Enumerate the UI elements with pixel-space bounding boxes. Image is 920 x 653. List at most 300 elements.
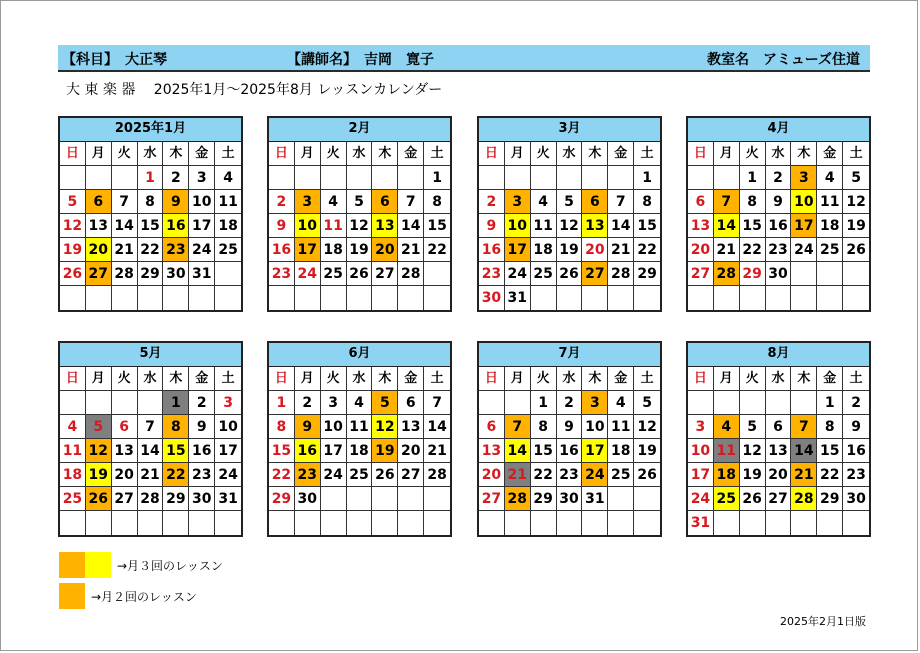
day-cell: 15 — [634, 214, 660, 238]
empty-cell — [791, 262, 817, 286]
day-cell: 18 — [608, 439, 634, 463]
day-cell: 12 — [740, 439, 766, 463]
day-cell: 14 — [608, 214, 634, 238]
day-cell: 4 — [347, 391, 373, 415]
day-cell: 27 — [398, 463, 424, 487]
day-cell: 5 — [372, 391, 398, 415]
weekday-label: 火 — [740, 142, 766, 166]
day-cell: 28 — [424, 463, 450, 487]
day-cell: 15 — [424, 214, 450, 238]
weekday-label: 土 — [843, 367, 869, 391]
day-cell: 30 — [766, 262, 792, 286]
day-cell: 22 — [817, 463, 843, 487]
day-cell: 4 — [60, 415, 86, 439]
day-cell: 21 — [714, 238, 740, 262]
empty-cell — [347, 511, 373, 535]
weekday-label: 水 — [347, 367, 373, 391]
week-row — [688, 415, 869, 439]
month-calendar — [58, 341, 243, 537]
day-cell: 20 — [398, 439, 424, 463]
day-cell: 8 — [138, 190, 164, 214]
day-cell: 24 — [189, 238, 215, 262]
week-row — [688, 391, 869, 415]
day-cell: 8 — [740, 190, 766, 214]
empty-cell — [740, 511, 766, 535]
day-cell: 10 — [791, 190, 817, 214]
empty-cell — [112, 511, 138, 535]
day-cell: 17 — [505, 238, 531, 262]
empty-cell — [138, 286, 164, 310]
empty-cell — [479, 391, 505, 415]
empty-cell — [60, 286, 86, 310]
day-cell: 15 — [817, 439, 843, 463]
day-cell: 2 — [766, 166, 792, 190]
day-cell: 22 — [740, 238, 766, 262]
day-cell: 11 — [215, 190, 241, 214]
weekday-label: 木 — [791, 367, 817, 391]
empty-cell — [112, 166, 138, 190]
day-cell: 23 — [163, 238, 189, 262]
month-calendar — [477, 116, 662, 312]
month-title: 7月 — [479, 343, 660, 367]
week-row — [688, 262, 869, 286]
weekday-label: 月 — [505, 367, 531, 391]
day-cell: 6 — [112, 415, 138, 439]
calendar-subtitle: 大 東 楽 器 2025年1月～2025年8月 レッスンカレンダー — [66, 82, 443, 98]
day-cell: 14 — [398, 214, 424, 238]
day-cell: 27 — [86, 262, 112, 286]
day-cell: 1 — [817, 391, 843, 415]
day-cell: 6 — [86, 190, 112, 214]
day-cell: 16 — [766, 214, 792, 238]
day-cell: 3 — [215, 391, 241, 415]
weekday-label: 土 — [843, 142, 869, 166]
day-cell: 8 — [424, 190, 450, 214]
weekday-label: 火 — [321, 367, 347, 391]
day-cell: 6 — [398, 391, 424, 415]
day-cell: 6 — [582, 190, 608, 214]
empty-cell — [843, 262, 869, 286]
day-cell: 22 — [531, 463, 557, 487]
week-row — [688, 511, 869, 535]
day-cell: 12 — [347, 214, 373, 238]
day-cell: 17 — [295, 238, 321, 262]
day-cell: 2 — [295, 391, 321, 415]
month-title: 8月 — [688, 343, 869, 367]
empty-cell — [531, 511, 557, 535]
weekday-label: 土 — [634, 367, 660, 391]
weekday-label: 日 — [688, 367, 714, 391]
day-cell: 2 — [557, 391, 583, 415]
week-row — [60, 214, 241, 238]
empty-cell — [817, 262, 843, 286]
weekday-row — [688, 142, 869, 166]
weekday-label: 火 — [740, 367, 766, 391]
teacher-label: 【講師名】 吉岡 寛子 — [287, 52, 434, 68]
day-cell: 28 — [138, 487, 164, 511]
day-cell: 29 — [163, 487, 189, 511]
month-calendar — [477, 341, 662, 537]
legend-three-lessons-text: →月３回のレッスン — [117, 558, 223, 573]
day-cell: 3 — [295, 190, 321, 214]
legend-two-lessons-text: →月２回のレッスン — [91, 589, 197, 604]
day-cell: 9 — [269, 214, 295, 238]
legend-swatch-orange — [59, 583, 85, 609]
day-cell: 21 — [505, 463, 531, 487]
empty-cell — [843, 511, 869, 535]
empty-cell — [608, 286, 634, 310]
empty-cell — [86, 511, 112, 535]
empty-cell — [215, 262, 241, 286]
empty-cell — [372, 511, 398, 535]
day-cell: 21 — [138, 463, 164, 487]
day-cell: 27 — [372, 262, 398, 286]
day-cell: 9 — [295, 415, 321, 439]
week-row — [479, 439, 660, 463]
day-cell: 20 — [86, 238, 112, 262]
day-cell: 8 — [634, 190, 660, 214]
day-cell: 31 — [582, 487, 608, 511]
day-cell: 28 — [608, 262, 634, 286]
day-cell: 5 — [740, 415, 766, 439]
day-cell: 3 — [582, 391, 608, 415]
day-cell: 19 — [557, 238, 583, 262]
day-cell: 14 — [112, 214, 138, 238]
empty-cell — [531, 166, 557, 190]
month-title: 2025年1月 — [60, 118, 241, 142]
day-cell: 7 — [714, 190, 740, 214]
weekday-label: 金 — [189, 367, 215, 391]
week-row — [479, 166, 660, 190]
day-cell: 29 — [531, 487, 557, 511]
day-cell: 3 — [321, 391, 347, 415]
weekday-label: 木 — [372, 142, 398, 166]
day-cell: 19 — [740, 463, 766, 487]
empty-cell — [398, 511, 424, 535]
week-row — [688, 238, 869, 262]
day-cell: 17 — [321, 439, 347, 463]
weekday-label: 水 — [766, 367, 792, 391]
empty-cell — [843, 286, 869, 310]
day-cell: 11 — [608, 415, 634, 439]
weekday-label: 金 — [398, 367, 424, 391]
weekday-label: 日 — [60, 142, 86, 166]
day-cell: 10 — [189, 190, 215, 214]
weekday-label: 月 — [295, 367, 321, 391]
day-cell: 25 — [347, 463, 373, 487]
empty-cell — [766, 511, 792, 535]
empty-cell — [321, 511, 347, 535]
day-cell: 2 — [189, 391, 215, 415]
empty-cell — [688, 166, 714, 190]
day-cell: 22 — [269, 463, 295, 487]
day-cell: 24 — [321, 463, 347, 487]
weekday-row — [269, 367, 450, 391]
day-cell: 28 — [505, 487, 531, 511]
day-cell: 9 — [766, 190, 792, 214]
day-cell: 15 — [163, 439, 189, 463]
day-cell: 10 — [215, 415, 241, 439]
day-cell: 13 — [582, 214, 608, 238]
weekday-label: 日 — [688, 142, 714, 166]
day-cell: 2 — [843, 391, 869, 415]
empty-cell — [295, 286, 321, 310]
empty-cell — [714, 286, 740, 310]
weekday-label: 木 — [582, 367, 608, 391]
empty-cell — [791, 286, 817, 310]
weekday-row — [60, 367, 241, 391]
week-row — [60, 487, 241, 511]
weekday-label: 水 — [557, 142, 583, 166]
day-cell: 17 — [215, 439, 241, 463]
day-cell: 15 — [138, 214, 164, 238]
day-cell: 13 — [688, 214, 714, 238]
empty-cell — [791, 511, 817, 535]
day-cell: 16 — [269, 238, 295, 262]
day-cell: 9 — [843, 415, 869, 439]
week-row — [479, 214, 660, 238]
day-cell: 17 — [582, 439, 608, 463]
empty-cell — [398, 166, 424, 190]
empty-cell — [634, 286, 660, 310]
day-cell: 18 — [817, 214, 843, 238]
day-cell: 2 — [269, 190, 295, 214]
day-cell: 25 — [817, 238, 843, 262]
day-cell: 7 — [505, 415, 531, 439]
empty-cell — [608, 487, 634, 511]
weekday-label: 火 — [112, 367, 138, 391]
day-cell: 5 — [347, 190, 373, 214]
empty-cell — [634, 511, 660, 535]
weekday-label: 火 — [321, 142, 347, 166]
week-row — [60, 439, 241, 463]
day-cell: 4 — [608, 391, 634, 415]
empty-cell — [531, 286, 557, 310]
day-cell: 24 — [688, 487, 714, 511]
weekday-label: 火 — [112, 142, 138, 166]
week-row — [60, 463, 241, 487]
weekday-label: 金 — [608, 367, 634, 391]
weekday-label: 金 — [817, 142, 843, 166]
week-row — [60, 391, 241, 415]
empty-cell — [791, 391, 817, 415]
weekday-label: 金 — [608, 142, 634, 166]
day-cell: 10 — [321, 415, 347, 439]
day-cell: 17 — [688, 463, 714, 487]
empty-cell — [269, 511, 295, 535]
day-cell: 1 — [163, 391, 189, 415]
week-row — [269, 463, 450, 487]
month-calendar — [686, 341, 871, 537]
day-cell: 16 — [479, 238, 505, 262]
day-cell: 20 — [766, 463, 792, 487]
day-cell: 18 — [321, 238, 347, 262]
empty-cell — [424, 286, 450, 310]
weekday-label: 水 — [138, 367, 164, 391]
empty-cell — [321, 487, 347, 511]
day-cell: 20 — [479, 463, 505, 487]
day-cell: 10 — [688, 439, 714, 463]
empty-cell — [215, 286, 241, 310]
day-cell: 10 — [582, 415, 608, 439]
day-cell: 10 — [295, 214, 321, 238]
month-title: 2月 — [269, 118, 450, 142]
weekday-label: 木 — [163, 142, 189, 166]
day-cell: 31 — [189, 262, 215, 286]
month-calendar — [58, 116, 243, 312]
day-cell: 16 — [163, 214, 189, 238]
day-cell: 4 — [531, 190, 557, 214]
day-cell: 20 — [372, 238, 398, 262]
week-row — [60, 415, 241, 439]
day-cell: 23 — [843, 463, 869, 487]
day-cell: 16 — [189, 439, 215, 463]
weekday-label: 日 — [479, 367, 505, 391]
day-cell: 20 — [112, 463, 138, 487]
day-cell: 26 — [557, 262, 583, 286]
day-cell: 14 — [714, 214, 740, 238]
empty-cell — [189, 286, 215, 310]
empty-cell — [479, 166, 505, 190]
day-cell: 9 — [479, 214, 505, 238]
subject-label: 【科目】 大正琴 — [62, 52, 167, 68]
day-cell: 24 — [215, 463, 241, 487]
month-calendar — [267, 341, 452, 537]
day-cell: 15 — [531, 439, 557, 463]
weekday-label: 木 — [582, 142, 608, 166]
weekday-row — [60, 142, 241, 166]
empty-cell — [60, 511, 86, 535]
day-cell: 27 — [112, 487, 138, 511]
empty-cell — [740, 391, 766, 415]
day-cell: 19 — [634, 439, 660, 463]
day-cell: 6 — [688, 190, 714, 214]
day-cell: 27 — [479, 487, 505, 511]
day-cell: 8 — [163, 415, 189, 439]
legend-swatch-yellow — [85, 552, 111, 578]
weekday-label: 土 — [215, 142, 241, 166]
empty-cell — [398, 286, 424, 310]
empty-cell — [424, 262, 450, 286]
week-row — [479, 190, 660, 214]
month-title: 6月 — [269, 343, 450, 367]
weekday-label: 月 — [295, 142, 321, 166]
day-cell: 7 — [608, 190, 634, 214]
day-cell: 11 — [714, 439, 740, 463]
weekday-row — [479, 367, 660, 391]
empty-cell — [505, 511, 531, 535]
week-row — [269, 238, 450, 262]
day-cell: 4 — [215, 166, 241, 190]
empty-cell — [582, 166, 608, 190]
day-cell: 20 — [688, 238, 714, 262]
empty-cell — [714, 166, 740, 190]
day-cell: 8 — [817, 415, 843, 439]
week-row — [688, 190, 869, 214]
empty-cell — [372, 286, 398, 310]
weekday-label: 金 — [817, 367, 843, 391]
day-cell: 18 — [215, 214, 241, 238]
day-cell: 25 — [321, 262, 347, 286]
week-row — [269, 511, 450, 535]
day-cell: 26 — [843, 238, 869, 262]
weekday-label: 土 — [634, 142, 660, 166]
day-cell: 19 — [86, 463, 112, 487]
month-title: 3月 — [479, 118, 660, 142]
day-cell: 27 — [582, 262, 608, 286]
empty-cell — [347, 166, 373, 190]
day-cell: 5 — [843, 166, 869, 190]
empty-cell — [215, 511, 241, 535]
day-cell: 29 — [634, 262, 660, 286]
day-cell: 23 — [295, 463, 321, 487]
day-cell: 14 — [791, 439, 817, 463]
week-row — [688, 487, 869, 511]
day-cell: 30 — [163, 262, 189, 286]
empty-cell — [557, 286, 583, 310]
day-cell: 19 — [60, 238, 86, 262]
month-calendar — [267, 116, 452, 312]
day-cell: 7 — [424, 391, 450, 415]
day-cell: 9 — [557, 415, 583, 439]
week-row — [60, 166, 241, 190]
weekday-label: 木 — [163, 367, 189, 391]
day-cell: 1 — [634, 166, 660, 190]
day-cell: 7 — [138, 415, 164, 439]
day-cell: 3 — [189, 166, 215, 190]
day-cell: 22 — [634, 238, 660, 262]
day-cell: 15 — [269, 439, 295, 463]
empty-cell — [347, 286, 373, 310]
day-cell: 18 — [347, 439, 373, 463]
weekday-label: 日 — [269, 142, 295, 166]
empty-cell — [398, 487, 424, 511]
day-cell: 5 — [557, 190, 583, 214]
day-cell: 26 — [372, 463, 398, 487]
empty-cell — [86, 166, 112, 190]
week-row — [269, 190, 450, 214]
day-cell: 21 — [424, 439, 450, 463]
day-cell: 8 — [531, 415, 557, 439]
empty-cell — [505, 391, 531, 415]
week-row — [479, 391, 660, 415]
empty-cell — [295, 511, 321, 535]
empty-cell — [112, 286, 138, 310]
empty-cell — [86, 391, 112, 415]
day-cell: 22 — [138, 238, 164, 262]
day-cell: 25 — [215, 238, 241, 262]
empty-cell — [582, 511, 608, 535]
week-row — [688, 439, 869, 463]
weekday-label: 土 — [424, 367, 450, 391]
day-cell: 24 — [295, 262, 321, 286]
empty-cell — [372, 166, 398, 190]
week-row — [688, 214, 869, 238]
empty-cell — [817, 511, 843, 535]
day-cell: 1 — [424, 166, 450, 190]
weekday-label: 月 — [714, 142, 740, 166]
day-cell: 11 — [531, 214, 557, 238]
weekday-label: 日 — [479, 142, 505, 166]
day-cell: 27 — [688, 262, 714, 286]
day-cell: 28 — [398, 262, 424, 286]
empty-cell — [479, 511, 505, 535]
empty-cell — [740, 286, 766, 310]
empty-cell — [163, 286, 189, 310]
weekday-label: 水 — [766, 142, 792, 166]
day-cell: 18 — [60, 463, 86, 487]
empty-cell — [86, 286, 112, 310]
